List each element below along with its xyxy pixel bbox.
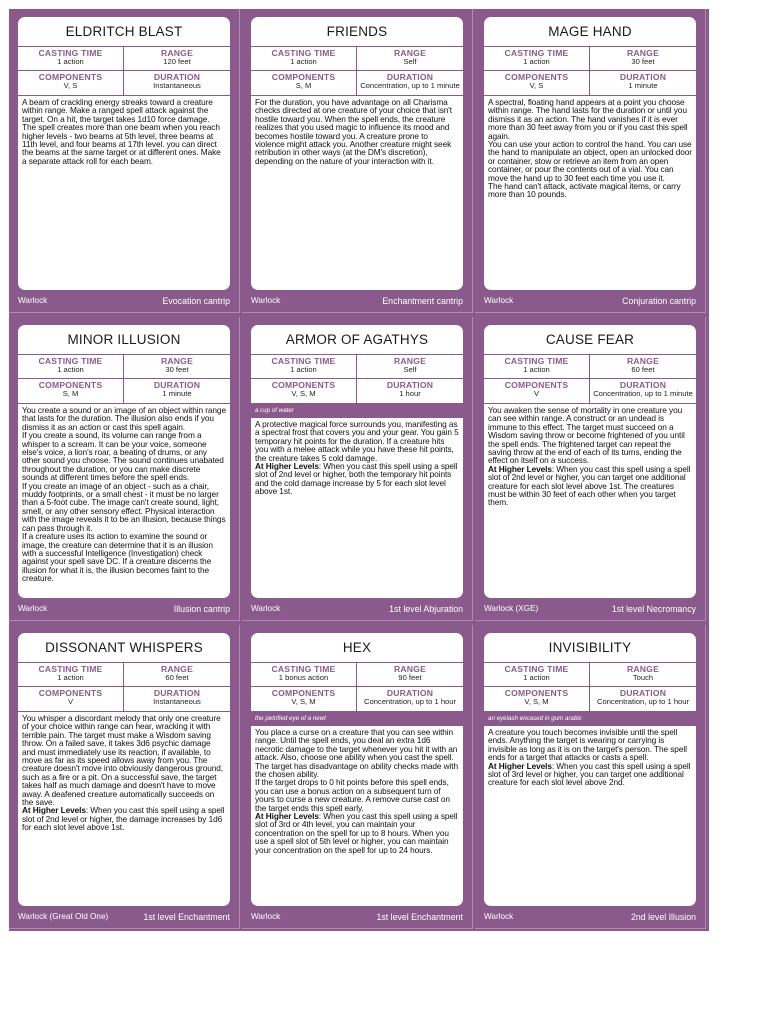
spell-name: MAGE HAND bbox=[484, 17, 696, 47]
range-value: 120 feet bbox=[163, 57, 191, 66]
description-paragraph: You create a sound or an image of an object within range that lasts for the duration. The illusion also ends if you dismiss it as an action or cast this spell again. bbox=[22, 405, 226, 432]
card-footer bbox=[484, 910, 696, 924]
material-component: an eyelash encased in gum arabic bbox=[484, 712, 696, 726]
spell-level: 1st level Enchantment bbox=[143, 912, 230, 922]
duration-cell bbox=[590, 379, 696, 403]
components-cell bbox=[251, 687, 357, 711]
duration-value: 1 minute bbox=[628, 81, 658, 90]
card-footer bbox=[251, 602, 463, 616]
components-cell bbox=[18, 379, 124, 403]
casting-time-label: CASTING TIME bbox=[271, 356, 336, 366]
spell-class: Warlock bbox=[484, 912, 514, 921]
components-label: COMPONENTS bbox=[38, 380, 103, 390]
card-footer bbox=[18, 910, 230, 924]
range-value: 90 feet bbox=[398, 673, 422, 682]
casting-time-label: CASTING TIME bbox=[271, 664, 336, 674]
duration-cell bbox=[357, 687, 463, 711]
range-label: RANGE bbox=[393, 48, 427, 58]
duration-cell bbox=[590, 71, 696, 95]
duration-label: DURATION bbox=[153, 380, 201, 390]
spell-stats bbox=[18, 663, 230, 712]
components-value: V, S bbox=[63, 81, 78, 90]
card-body bbox=[18, 325, 230, 598]
components-label: COMPONENTS bbox=[504, 688, 569, 698]
higher-levels-separator: : bbox=[551, 760, 557, 771]
card-footer bbox=[18, 294, 230, 308]
casting-time-value: 1 bonus action bbox=[278, 673, 329, 682]
duration-label: DURATION bbox=[386, 380, 434, 390]
spell-stats bbox=[18, 355, 230, 404]
card-body bbox=[18, 17, 230, 290]
range-value: 30 feet bbox=[165, 365, 189, 374]
higher-levels-text: When you cast this spell using a spell slot of 2nd level or higher, the damage increases by 1d6 for each slot level above 1st. bbox=[22, 805, 225, 833]
spell-card bbox=[9, 9, 240, 313]
casting-time-cell bbox=[484, 47, 590, 71]
higher-levels-paragraph bbox=[488, 465, 692, 507]
casting-time-value: 1 action bbox=[523, 365, 550, 374]
casting-time-value: 1 action bbox=[57, 365, 84, 374]
description-paragraph: If you create a sound, its volume can range from a whisper to a scream. It can be your voice, someone else's voice, a lion's roar, a beating of drums, or any other sound you choose. The sound continues unabated throughout the duration, or you can make discrete sounds at different times before the spell ends. bbox=[22, 430, 224, 483]
range-cell bbox=[590, 355, 696, 379]
spell-description bbox=[18, 96, 230, 165]
spell-stats bbox=[484, 663, 696, 712]
spell-description bbox=[251, 96, 463, 165]
card-body bbox=[251, 325, 463, 598]
spell-card bbox=[475, 317, 706, 621]
higher-levels-text: When you cast this spell using a spell slot of 2nd level or higher, both the temporary hit points and the cold damage increase by 5 for each slot level above 1st. bbox=[255, 461, 458, 497]
range-cell bbox=[357, 663, 463, 687]
duration-value: Concentration, up to 1 minute bbox=[360, 81, 460, 90]
casting-time-cell bbox=[484, 355, 590, 379]
spell-name: MINOR ILLUSION bbox=[18, 325, 230, 355]
description-paragraph: A spectral, floating hand appears at a point you choose within range. The hand lasts for the duration or until you dismiss it as an action. The hand vanishes if it is ever more than 30 feet away from you or if you cast this spell again. bbox=[488, 97, 688, 141]
higher-levels-separator: : bbox=[85, 805, 91, 816]
casting-time-cell bbox=[484, 663, 590, 687]
higher-levels-paragraph bbox=[255, 812, 459, 854]
duration-label: DURATION bbox=[153, 688, 201, 698]
spell-class: Warlock bbox=[251, 912, 281, 921]
higher-levels-text: When you cast this spell using a spell slot of 2nd level or higher, you can target one additional creature for each slot level above 1st. The creatures must be within 30 feet of each other when you target them. bbox=[488, 463, 691, 508]
spell-description bbox=[18, 404, 230, 583]
range-cell bbox=[357, 47, 463, 71]
components-value: V bbox=[67, 697, 74, 706]
duration-value: Instantaneous bbox=[153, 697, 201, 706]
spell-class: Warlock bbox=[18, 604, 48, 613]
card-footer bbox=[484, 602, 696, 616]
casting-time-cell bbox=[18, 355, 124, 379]
spell-stats bbox=[484, 355, 696, 404]
components-cell bbox=[18, 687, 124, 711]
spell-level: 2nd level Illusion bbox=[630, 912, 696, 922]
spell-card bbox=[475, 625, 706, 929]
duration-value: 1 hour bbox=[399, 389, 421, 398]
range-cell bbox=[124, 47, 230, 71]
higher-levels-paragraph bbox=[255, 462, 459, 496]
spell-card bbox=[242, 317, 473, 621]
duration-label: DURATION bbox=[153, 72, 201, 82]
casting-time-value: 1 action bbox=[57, 57, 84, 66]
higher-levels-text: When you cast this spell using a spell slot of 3rd level or higher, you can target one additional creature for each slot level above 2nd. bbox=[488, 760, 691, 788]
description-paragraph: The hand can't attack, activate magical items, or carry more than 10 pounds. bbox=[488, 181, 681, 200]
higher-levels-paragraph bbox=[22, 806, 226, 831]
range-value: 30 feet bbox=[631, 57, 655, 66]
card-body bbox=[484, 633, 696, 906]
description-paragraph: If a creature uses its action to examine the sound or image, the creature can determine that it is an illusion with a successful Intelligence (Investigation) check against your spell save DC. If a creature discerns the illusion for what it is, the illusion becomes faint to the creature. bbox=[22, 531, 213, 584]
description-paragraph: You can use your action to control the hand. You can use the hand to manipulate an object, open an unlocked door or container, stow or retrieve an item from an open container, or pour the contents out of a vial. You can move the hand up to 30 feet each time you use it. bbox=[488, 139, 692, 183]
spell-class: Warlock (Great Old One) bbox=[18, 912, 109, 921]
description-paragraph: A protective magical force surrounds you, manifesting as a spectral frost that covers you and your gear. You gain 5 temporary hit points for the duration. If a creature hits you with a melee attack while you have these hit points, the creature takes 5 cold damage. bbox=[255, 419, 459, 463]
components-value: V, S, M bbox=[291, 389, 316, 398]
duration-label: DURATION bbox=[619, 72, 667, 82]
description-paragraph: If the target drops to 0 hit points before this spell ends, you can use a bonus action on a subsequent turn of yours to curse a new creature. A remove curse cast on the target ends this spell early. bbox=[255, 777, 450, 813]
spell-class: Warlock bbox=[251, 296, 281, 305]
components-cell bbox=[484, 379, 590, 403]
spell-description bbox=[251, 418, 463, 496]
components-cell bbox=[18, 71, 124, 95]
higher-levels-label: At Higher Levels bbox=[255, 461, 319, 472]
casting-time-label: CASTING TIME bbox=[38, 48, 103, 58]
range-cell bbox=[590, 663, 696, 687]
range-value: Self bbox=[403, 365, 417, 374]
spell-level: 1st level Necromancy bbox=[611, 604, 696, 614]
range-cell bbox=[590, 47, 696, 71]
range-label: RANGE bbox=[160, 664, 194, 674]
duration-cell bbox=[590, 687, 696, 711]
spell-name: INVISIBILITY bbox=[484, 633, 696, 663]
duration-value: Concentration, up to 1 hour bbox=[596, 697, 690, 706]
card-body bbox=[251, 633, 463, 906]
card-sheet bbox=[9, 9, 709, 931]
components-label: COMPONENTS bbox=[38, 72, 103, 82]
range-label: RANGE bbox=[626, 664, 660, 674]
description-paragraph: You awaken the sense of mortality in one creature you can see within range. A construct or an undead is immune to this effect. The target must succeed on a Wisdom saving throw or become frightened of you until the spell ends. The frightened target can repeat the saving throw at the end of each of its turns, ending the effect on itself on a success. bbox=[488, 405, 685, 466]
components-label: COMPONENTS bbox=[504, 380, 569, 390]
casting-time-cell bbox=[18, 47, 124, 71]
spell-level: 1st level Abjuration bbox=[389, 604, 463, 614]
duration-label: DURATION bbox=[619, 688, 667, 698]
range-label: RANGE bbox=[393, 356, 427, 366]
card-footer bbox=[484, 294, 696, 308]
casting-time-cell bbox=[251, 47, 357, 71]
spell-card bbox=[9, 317, 240, 621]
card-body bbox=[18, 633, 230, 906]
range-value: Self bbox=[403, 57, 417, 66]
casting-time-label: CASTING TIME bbox=[504, 664, 569, 674]
higher-levels-label: At Higher Levels bbox=[488, 760, 552, 771]
spell-stats bbox=[251, 663, 463, 712]
description-paragraph: The spell creates more than one beam when you reach higher levels - two beams at 5th level, three beams at 11th level, and four beams at 17th level. you can direct the beams at the same target or at different ones. Make a separate attack roll for each beam. bbox=[22, 122, 221, 166]
casting-time-cell bbox=[251, 663, 357, 687]
duration-cell bbox=[357, 379, 463, 403]
spell-stats bbox=[484, 47, 696, 96]
components-value: V, S, M bbox=[524, 697, 549, 706]
spell-card bbox=[475, 9, 706, 313]
spell-stats bbox=[251, 47, 463, 96]
description-paragraph: A beam of crackling energy streaks toward a creature within range. Make a ranged spell attack against the target. On a hit, the target takes 1d10 force damage. bbox=[22, 97, 213, 124]
casting-time-value: 1 action bbox=[523, 57, 550, 66]
card-body bbox=[251, 17, 463, 290]
casting-time-value: 1 action bbox=[290, 365, 317, 374]
card-footer bbox=[18, 602, 230, 616]
duration-label: DURATION bbox=[619, 380, 667, 390]
components-value: V, S, M bbox=[291, 697, 316, 706]
description-paragraph: You place a curse on a creature that you can see within range. Until the spell ends, you deal an extra 1d6 necrotic damage to the target whenever you hit it with an attack. Also, choose one ability when you cast the spell. The target has disadvantage on ability checks made with the chosen ability. bbox=[255, 727, 458, 780]
spell-description bbox=[484, 404, 696, 507]
components-label: COMPONENTS bbox=[271, 380, 336, 390]
spell-name: ELDRITCH BLAST bbox=[18, 17, 230, 47]
range-cell bbox=[357, 355, 463, 379]
higher-levels-text: When you cast this spell using a spell slot of 3rd or 4th level, you can maintain your concentration on the spell for up to 8 hours. When you use a spell slot of 5th level or higher, you can maintain your concentration on the spell for up to 24 hours. bbox=[255, 811, 458, 855]
duration-cell bbox=[124, 687, 230, 711]
range-cell bbox=[124, 355, 230, 379]
card-body bbox=[484, 17, 696, 290]
spell-stats bbox=[18, 47, 230, 96]
components-value: S, M bbox=[62, 389, 79, 398]
spell-class: Warlock bbox=[251, 604, 281, 613]
spell-name: HEX bbox=[251, 633, 463, 663]
spell-level: Evocation cantrip bbox=[162, 296, 230, 306]
spell-level: 1st level Enchantment bbox=[376, 912, 463, 922]
duration-cell bbox=[124, 71, 230, 95]
spell-level: Conjuration cantrip bbox=[622, 296, 696, 306]
casting-time-value: 1 action bbox=[57, 673, 84, 682]
material-component: a cup of water bbox=[251, 404, 463, 418]
higher-levels-label: At Higher Levels bbox=[488, 463, 552, 474]
spell-level: Illusion cantrip bbox=[173, 604, 230, 614]
duration-value: Concentration, up to 1 minute bbox=[593, 389, 693, 398]
description-paragraph: For the duration, you have advantage on all Charisma checks directed at one creature of your choice that isn't hostile toward you. When the spell ends, the creature realizes that you used magic to influence its mood and becomes hostile toward you. A creature prone to violence might attack you. Another creature might seek retribution in other ways (at the DM's discretion), depending on the nature of your interaction with it. bbox=[255, 97, 452, 166]
duration-label: DURATION bbox=[386, 688, 434, 698]
components-cell bbox=[251, 71, 357, 95]
description-paragraph: A creature you touch becomes invisible until the spell ends. Anything the target is wearing or carrying is invisible as long as it is on the target's person. The spell ends for a target that attacks or casts a spell. bbox=[488, 727, 687, 763]
components-cell bbox=[484, 71, 590, 95]
spell-level: Enchantment cantrip bbox=[382, 296, 463, 306]
components-value: V, S bbox=[529, 81, 544, 90]
spell-description bbox=[18, 712, 230, 832]
spell-name: CAUSE FEAR bbox=[484, 325, 696, 355]
duration-cell bbox=[357, 71, 463, 95]
casting-time-value: 1 action bbox=[523, 673, 550, 682]
spell-card bbox=[9, 625, 240, 929]
higher-levels-separator: : bbox=[551, 463, 557, 474]
higher-levels-paragraph bbox=[488, 762, 692, 787]
description-paragraph: If you create an image of an object - such as a chair, muddy footprints, or a small chest - it must be no larger than a 5-foot cube. The image can't create sound, light, smell, or any other sensory effect. Physical interaction with the image reveals it to be an illusion, because things can pass through it. bbox=[22, 480, 226, 533]
casting-time-cell bbox=[251, 355, 357, 379]
spell-card bbox=[242, 625, 473, 929]
description-paragraph: You whisper a discordant melody that only one creature of your choice within range can hear, wracking it with terrible pain. The target must make a Wisdom saving throw. On a failed save, it takes 3d6 psychic damage and must immediately use its reaction, if available, to move as far as its speed allows away from you. The creature doesn't move into obviously dangerous ground, such as a fire or a pit. On a successful save, the target takes half as much damage and doesn't have to move away. A deafened creature automatically succeeds on the save. bbox=[22, 713, 223, 808]
higher-levels-label: At Higher Levels bbox=[255, 811, 319, 822]
card-footer bbox=[251, 294, 463, 308]
range-value: 60 feet bbox=[165, 673, 189, 682]
higher-levels-label: At Higher Levels bbox=[22, 805, 86, 816]
casting-time-label: CASTING TIME bbox=[504, 356, 569, 366]
components-cell bbox=[251, 379, 357, 403]
casting-time-label: CASTING TIME bbox=[38, 664, 103, 674]
spell-class: Warlock (XGE) bbox=[484, 604, 539, 613]
casting-time-cell bbox=[18, 663, 124, 687]
components-label: COMPONENTS bbox=[271, 688, 336, 698]
components-label: COMPONENTS bbox=[38, 688, 103, 698]
spell-stats bbox=[251, 355, 463, 404]
casting-time-label: CASTING TIME bbox=[504, 48, 569, 58]
range-value: 60 feet bbox=[631, 365, 655, 374]
components-value: S, M bbox=[295, 81, 312, 90]
components-label: COMPONENTS bbox=[271, 72, 336, 82]
range-label: RANGE bbox=[626, 48, 660, 58]
range-label: RANGE bbox=[626, 356, 660, 366]
components-value: V bbox=[533, 389, 540, 398]
spell-description bbox=[251, 726, 463, 854]
components-label: COMPONENTS bbox=[504, 72, 569, 82]
higher-levels-separator: : bbox=[318, 461, 324, 472]
spell-name: DISSONANT WHISPERS bbox=[18, 633, 230, 663]
components-cell bbox=[484, 687, 590, 711]
range-label: RANGE bbox=[393, 664, 427, 674]
range-value: Touch bbox=[632, 673, 654, 682]
duration-value: Concentration, up to 1 hour bbox=[363, 697, 457, 706]
duration-label: DURATION bbox=[386, 72, 434, 82]
higher-levels-separator: : bbox=[318, 811, 324, 822]
spell-description bbox=[484, 96, 696, 199]
spell-name: FRIENDS bbox=[251, 17, 463, 47]
spell-name: ARMOR OF AGATHYS bbox=[251, 325, 463, 355]
material-component: the petrified eye of a newt bbox=[251, 712, 463, 726]
spell-class: Warlock bbox=[484, 296, 514, 305]
casting-time-label: CASTING TIME bbox=[271, 48, 336, 58]
range-cell bbox=[124, 663, 230, 687]
spell-description bbox=[484, 726, 696, 787]
casting-time-value: 1 action bbox=[290, 57, 317, 66]
card-footer bbox=[251, 910, 463, 924]
casting-time-label: CASTING TIME bbox=[38, 356, 103, 366]
duration-value: 1 minute bbox=[162, 389, 192, 398]
duration-value: Instantaneous bbox=[153, 81, 201, 90]
spell-class: Warlock bbox=[18, 296, 48, 305]
duration-cell bbox=[124, 379, 230, 403]
range-label: RANGE bbox=[160, 48, 194, 58]
range-label: RANGE bbox=[160, 356, 194, 366]
card-body bbox=[484, 325, 696, 598]
spell-card bbox=[242, 9, 473, 313]
